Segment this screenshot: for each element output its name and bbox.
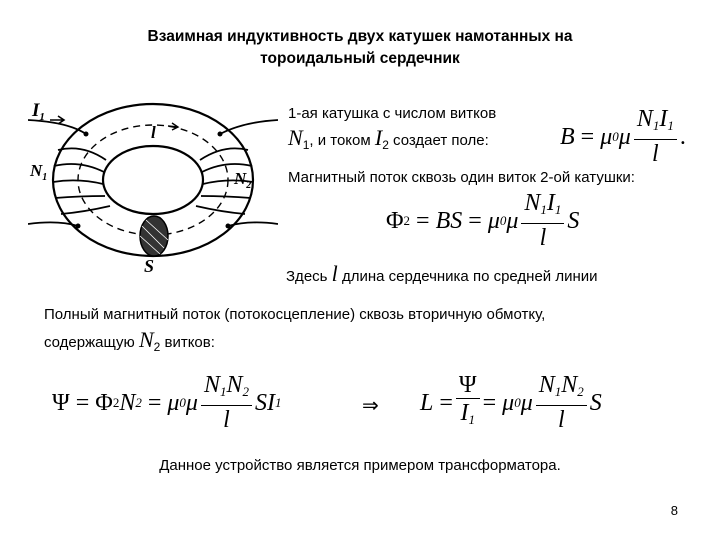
implies-arrow: ⇒	[362, 395, 379, 417]
title-line-2: тороидальный сердечник	[260, 50, 460, 67]
mean-line-arrow	[168, 123, 178, 130]
label-i1: $I_1$	[32, 100, 45, 123]
label-s: S	[144, 256, 155, 276]
label-n2: $N_2$	[234, 169, 252, 191]
mean-length-text: Здесь l длина сердечника по средней линии	[286, 261, 598, 286]
slide-title	[60, 26, 660, 70]
page-number: 8	[670, 503, 678, 518]
label-n1: $N_1$	[30, 161, 48, 183]
flux-text: Магнитный поток сквозь один виток 2-ой катушки:	[288, 169, 635, 186]
coil-n1-windings	[53, 148, 110, 214]
title-line-1: Взаимная индуктивность двух катушек намотанных на	[147, 28, 573, 45]
conclusion-text: Данное устройство является примером трансформатора.	[159, 457, 561, 474]
formula-b: B = μ 0 μ $\frac{N_1I_1}{l}$ .	[560, 106, 686, 167]
full-flux-text-line1: Полный магнитный поток (потокосцепление) сквозь вторичную обмотку,	[44, 306, 546, 323]
label-l: l	[151, 123, 156, 142]
formula-l: L = $\frac{\Psi}{I_1}$ = μ 0 μ $\frac{N_1N_2}{l}$ S	[420, 372, 602, 433]
coil1-text-line1: 1-ая катушка с числом витков	[288, 105, 497, 122]
full-flux-text-line2: содержащую $N_2$ витков:	[44, 327, 215, 354]
formula-psi: Ψ = Φ 2 N 2 = μ 0 μ $\frac{N_1N_2}{l}$ S I 1	[52, 372, 282, 433]
toroid-inner-ring	[103, 146, 203, 214]
coil1-text-line2: $N_1$, и током $I_2$ создает поле:	[288, 125, 489, 152]
toroid-diagram	[28, 92, 278, 282]
formula-phi2: Φ 2 = BS = μ 0 μ $\frac{N_1I_1}{l}$ S	[386, 190, 580, 251]
